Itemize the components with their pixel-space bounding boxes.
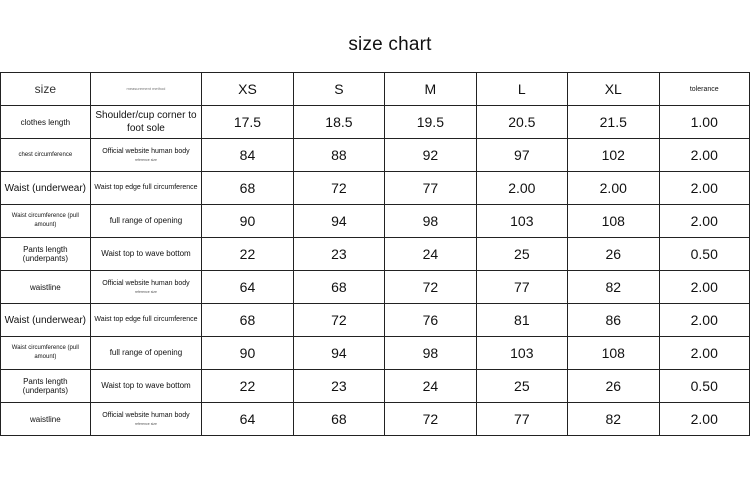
size-value-s: 23 — [293, 238, 384, 271]
size-value-m: 77 — [385, 172, 476, 205]
size-chart-table — [0, 72, 750, 436]
table-row — [1, 403, 750, 436]
size-value-xl: 21.5 — [568, 106, 659, 139]
table-row — [1, 172, 750, 205]
row-measurement-name: waistline — [1, 403, 91, 436]
tolerance-value: 1.00 — [659, 106, 750, 139]
tolerance-value: 2.00 — [659, 337, 750, 370]
size-value-s: 68 — [293, 403, 384, 436]
size-value-xs: 17.5 — [202, 106, 293, 139]
size-value-xs: 84 — [202, 139, 293, 172]
row-measurement-method: Official website human body reference size — [90, 139, 202, 172]
page-title: size chart — [348, 34, 432, 55]
size-value-l: 97 — [476, 139, 567, 172]
header-method: measurement method — [90, 73, 202, 106]
size-value-s: 18.5 — [293, 106, 384, 139]
size-value-xs: 68 — [202, 172, 293, 205]
tolerance-value: 0.50 — [659, 238, 750, 271]
row-measurement-method: full range of opening — [90, 337, 202, 370]
table-row — [1, 370, 750, 403]
size-value-m: 72 — [385, 403, 476, 436]
size-value-m: 24 — [385, 238, 476, 271]
table-row — [1, 139, 750, 172]
size-value-m: 98 — [385, 205, 476, 238]
size-value-xs: 90 — [202, 337, 293, 370]
size-value-m: 24 — [385, 370, 476, 403]
table-row — [1, 205, 750, 238]
table-row — [1, 238, 750, 271]
row-measurement-method: full range of opening — [90, 205, 202, 238]
size-value-s: 94 — [293, 337, 384, 370]
tolerance-value: 2.00 — [659, 304, 750, 337]
size-value-l: 103 — [476, 205, 567, 238]
header-size-s: S — [293, 73, 384, 106]
size-value-xl: 82 — [568, 403, 659, 436]
size-value-xl: 108 — [568, 337, 659, 370]
size-value-xs: 90 — [202, 205, 293, 238]
tolerance-value: 2.00 — [659, 271, 750, 304]
row-measurement-name: waistline — [1, 271, 91, 304]
header-row — [1, 73, 750, 106]
header-size-m: M — [385, 73, 476, 106]
header-size-xl: XL — [568, 73, 659, 106]
row-measurement-name: Waist circumference (pull amount) — [1, 337, 91, 370]
header-tolerance: tolerance — [659, 73, 750, 106]
tolerance-value: 2.00 — [659, 205, 750, 238]
size-value-s: 72 — [293, 304, 384, 337]
row-measurement-name: Waist (underwear) — [1, 172, 91, 205]
size-value-l: 81 — [476, 304, 567, 337]
table-row — [1, 304, 750, 337]
size-value-s: 94 — [293, 205, 384, 238]
tolerance-value: 2.00 — [659, 403, 750, 436]
table-row — [1, 337, 750, 370]
size-value-m: 92 — [385, 139, 476, 172]
row-measurement-name: Waist (underwear) — [1, 304, 91, 337]
size-value-l: 103 — [476, 337, 567, 370]
header-size: size — [1, 73, 91, 106]
size-value-xl: 82 — [568, 271, 659, 304]
size-value-xs: 22 — [202, 238, 293, 271]
size-value-s: 72 — [293, 172, 384, 205]
row-measurement-method: Shoulder/cup corner to foot sole — [90, 106, 202, 139]
size-value-xl: 2.00 — [568, 172, 659, 205]
size-value-s: 88 — [293, 139, 384, 172]
size-value-m: 76 — [385, 304, 476, 337]
size-value-l: 2.00 — [476, 172, 567, 205]
tolerance-value: 0.50 — [659, 370, 750, 403]
size-value-xs: 22 — [202, 370, 293, 403]
header-size-l: L — [476, 73, 567, 106]
row-measurement-name: chest circumference — [1, 139, 91, 172]
size-value-s: 23 — [293, 370, 384, 403]
size-value-xs: 68 — [202, 304, 293, 337]
size-value-l: 77 — [476, 403, 567, 436]
size-value-m: 19.5 — [385, 106, 476, 139]
size-value-l: 77 — [476, 271, 567, 304]
tolerance-value: 2.00 — [659, 139, 750, 172]
size-value-xs: 64 — [202, 271, 293, 304]
row-measurement-method: Waist top edge full circumference — [90, 304, 202, 337]
size-value-l: 20.5 — [476, 106, 567, 139]
row-measurement-method: Waist top to wave bottom — [90, 370, 202, 403]
header-size-xs: XS — [202, 73, 293, 106]
row-measurement-name: Waist circumference (pull amount) — [1, 205, 91, 238]
size-value-l: 25 — [476, 238, 567, 271]
table-row — [1, 106, 750, 139]
row-measurement-name: Pants length (underpants) — [1, 370, 91, 403]
size-value-xl: 86 — [568, 304, 659, 337]
size-value-xl: 102 — [568, 139, 659, 172]
row-measurement-name: clothes length — [1, 106, 91, 139]
table-row — [1, 271, 750, 304]
size-value-xs: 64 — [202, 403, 293, 436]
size-value-l: 25 — [476, 370, 567, 403]
tolerance-value: 2.00 — [659, 172, 750, 205]
size-value-s: 68 — [293, 271, 384, 304]
row-measurement-name: Pants length (underpants) — [1, 238, 91, 271]
size-value-xl: 108 — [568, 205, 659, 238]
size-value-xl: 26 — [568, 370, 659, 403]
row-measurement-method: Waist top to wave bottom — [90, 238, 202, 271]
size-value-m: 72 — [385, 271, 476, 304]
row-measurement-method: Official website human body reference size — [90, 403, 202, 436]
row-measurement-method: Official website human body reference size — [90, 271, 202, 304]
size-value-xl: 26 — [568, 238, 659, 271]
row-measurement-method: Waist top edge full circumference — [90, 172, 202, 205]
size-value-m: 98 — [385, 337, 476, 370]
